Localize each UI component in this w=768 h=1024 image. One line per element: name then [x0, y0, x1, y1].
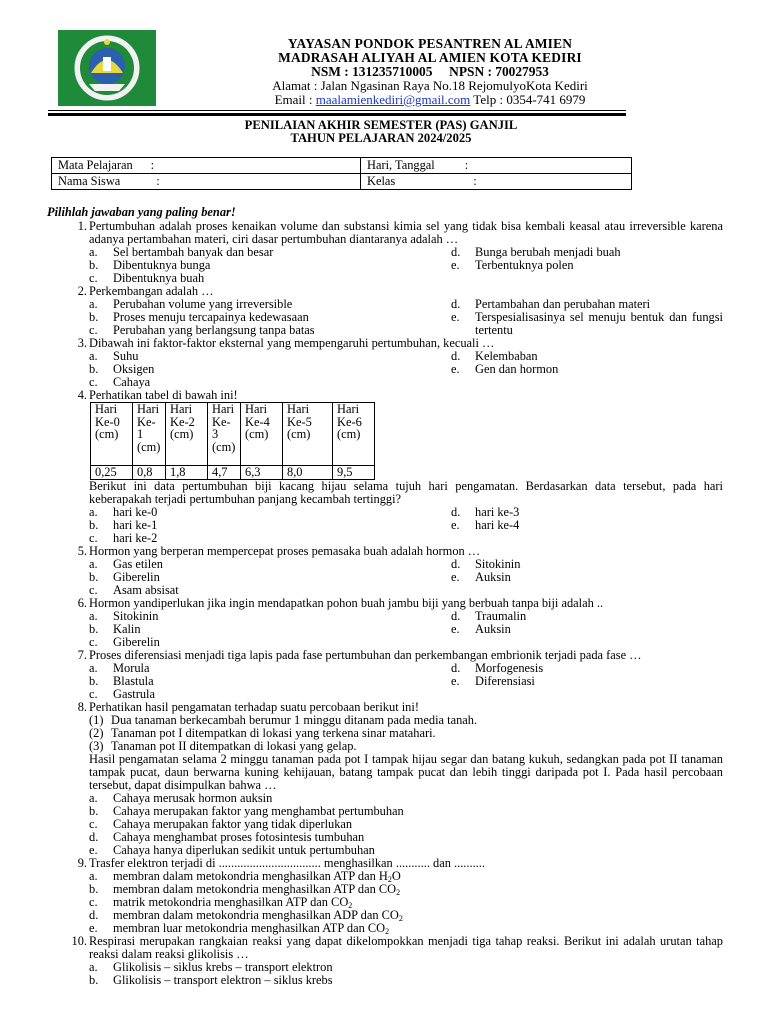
option-1e[interactable]: e. Terbentuknya polen — [451, 258, 574, 272]
class-field[interactable]: Kelas : — [361, 174, 632, 190]
option-5a[interactable]: a. Gas etilen — [89, 556, 163, 571]
question-4: 4. Perhatikan tabel di bawah ini! — [77, 388, 238, 402]
foundation-name: YAYASAN PONDOK PESANTREN AL AMIEN — [287, 36, 573, 51]
observation-2: (2) Tanaman pot I ditempatkan di lokasi yang terkena sinar matahari. — [89, 725, 436, 740]
subject-field[interactable]: Mata Pelajaran : — [52, 158, 361, 174]
option-2d[interactable]: d. Pertambahan dan perubahan materi — [451, 297, 651, 311]
option-5b[interactable]: b. Giberelin — [89, 569, 160, 584]
option-5e[interactable]: e. Auksin — [451, 569, 511, 584]
growth-value-0: 0,25 — [91, 466, 133, 480]
student-info-table — [51, 157, 632, 190]
option-2e[interactable]: e. Terspesialisasinya sel menuju bentuk dan fungsi tertentu — [451, 310, 723, 337]
questions — [47, 206, 723, 987]
option-4a[interactable]: a. hari ke-0 — [89, 504, 158, 519]
question-1: 1. Pertumbuhan adalah proses kenaikan volume dan substansi kimia sel yang tidak bisa kembali keasal atau irreversible karena adanya pertambahan materi, ciri dasar pertumbuhan diantaranya adalah … — [77, 219, 723, 246]
growth-table — [90, 402, 375, 480]
growth-header-1: Hari Ke-1 (cm) — [133, 403, 166, 466]
question-7: 7. Proses diferensiasi menjadi tiga lapis pada fase pertumbuhan dan perkembangan embrionik terjadi pada fase … — [77, 647, 642, 662]
option-10a[interactable]: a. Glikolisis – siklus krebs – transport elektron — [89, 959, 333, 974]
options-2 — [47, 298, 723, 337]
growth-header-6: Hari Ke-6 (cm) — [333, 403, 375, 466]
option-4d[interactable]: d. hari ke-3 — [451, 504, 520, 519]
option-8c[interactable]: c. Cahaya merupakan faktor yang tidak diperlukan — [89, 816, 353, 831]
option-1d[interactable]: d. Bunga berubah menjadi buah — [451, 245, 621, 259]
growth-header-4: Hari Ke-4 (cm) — [241, 403, 283, 466]
options-4 — [47, 506, 723, 545]
question-6: 6. Hormon yandiperlukan jika ingin mendapatkan pohon buah jambu biji yang berbuah tanpa biji adalah .. — [77, 595, 604, 610]
school-emblem-icon — [57, 29, 157, 107]
option-3a[interactable]: a. Suhu — [89, 349, 139, 363]
option-6d[interactable]: d. Traumalin — [451, 608, 527, 623]
option-4e[interactable]: e. hari ke-4 — [451, 517, 520, 532]
option-9c[interactable]: c. matrik metokondria menghasilkan ATP dan $CO_2$ — [89, 894, 353, 910]
option-9d[interactable]: d. membran dalam metokondria menghasilkan ADP dan $CO_2$ — [89, 907, 403, 923]
growth-value-1: 0,8 — [133, 466, 166, 480]
option-5c[interactable]: c. Asam absisat — [89, 582, 179, 597]
growth-header-0: Hari Ke-0 (cm) — [91, 403, 133, 466]
options-8 — [47, 792, 723, 857]
question-10: 10. Respirasi merupakan rangkaian reaksi yang dapat dikelompokkan menjadi tiga tahap reaksi. Berikut ini adalah urutan tahap reaksi dalam reaksi glikolisis … — [71, 933, 723, 961]
question-8-body: Hasil pengamatan selama 2 minggu tanaman pada pot I tampak hijau segar dan batang kukuh, sedangkan pada pot II tanaman tampak pucat, daun berwarna kuning kehijauan, batang tampak pucat dan lebih tinggi daripada pot I. Pada hasil percobaan tersebut, dapat disimpulkan bahwa … — [89, 751, 723, 792]
name-field[interactable]: Nama Siswa : — [52, 174, 361, 190]
option-7a[interactable]: a. Morula — [89, 660, 150, 675]
option-4b[interactable]: b. hari ke-1 — [89, 517, 158, 532]
option-7e[interactable]: e. Diferensiasi — [451, 673, 535, 688]
option-6c[interactable]: c. Giberelin — [89, 634, 160, 649]
options-3 — [47, 350, 723, 389]
option-3d[interactable]: d. Kelembaban — [451, 349, 538, 363]
observation-list — [47, 714, 723, 753]
header-rule-thick — [48, 113, 626, 116]
option-2a[interactable]: a. Perubahan volume yang irreversible — [89, 297, 293, 311]
options-5 — [47, 558, 723, 597]
observation-1: (1) Dua tanaman berkecambah berumur 1 minggu ditanam pada media tanah. — [89, 712, 478, 727]
question-9: 9. Trasfer elektron terjadi di ................................. menghasilkan ........... dan .......... — [77, 855, 485, 870]
option-5d[interactable]: d. Sitokinin — [451, 556, 521, 571]
option-8d[interactable]: d. Cahaya menghambat proses fotosintesis tumbuhan — [89, 829, 365, 844]
letterhead — [160, 37, 700, 107]
question-4-body: Berikut ini data pertumbuhan biji kacang hijau selama tujuh hari pengamatan. Berdasarkan data tersebut, pada hari keberapakah terjadi pertumbuhan panjang kecambah tertinggi? — [89, 478, 723, 506]
exam-title: PENILAIAN AKHIR SEMESTER (PAS) GANJIL TAHUN PELAJARAN 2024/2025 — [244, 118, 518, 145]
option-8b[interactable]: b. Cahaya merupakan faktor yang menghambat pertumbuhan — [89, 803, 404, 818]
school-address: Alamat : Jalan Ngasinan Raya No.18 RejomulyoKota Kediri — [272, 78, 588, 93]
option-8e[interactable]: e. Cahaya hanya diperlukan sedikit untuk pertumbuhan — [89, 842, 375, 857]
observation-3: (3) Tanaman pot II ditempatkan di lokasi yang gelap. — [89, 738, 357, 753]
option-9e[interactable]: e. membran luar metokondria menghasilkan ATP dan $CO_2$ — [89, 920, 390, 936]
school-contact: Email : maalamienkediri@gmail.com Telp : 0354-741 6979 — [274, 92, 586, 107]
option-7b[interactable]: b. Blastula — [89, 673, 154, 688]
options-6 — [47, 610, 723, 649]
school-name: MADRASAH ALIYAH AL AMIEN KOTA KEDIRI — [278, 50, 582, 65]
question-3: 3. Dibawah ini faktor-faktor eksternal yang mempengaruhi pertumbuhan, kecuali … — [77, 336, 495, 350]
option-3c[interactable]: c. Cahaya — [89, 375, 151, 389]
options-9 — [47, 870, 723, 935]
date-field[interactable]: Hari, Tanggal : — [361, 158, 632, 174]
growth-value-4: 6,3 — [241, 466, 283, 480]
option-9a[interactable]: a. membran dalam metokondria menghasilkan ATP dan $H_2O$ — [89, 868, 401, 884]
question-2: 2. Perkembangan adalah … — [77, 284, 214, 298]
growth-value-3: 4,7 — [208, 466, 241, 480]
question-8: 8. Perhatikan hasil pengamatan terhadap suatu percobaan berikut ini! — [77, 699, 419, 714]
option-2b[interactable]: b. Proses menuju tercapainya kedewasaan — [89, 310, 309, 324]
growth-value-5: 8,0 — [283, 466, 333, 480]
option-3e[interactable]: e. Gen dan hormon — [451, 362, 559, 376]
option-1a[interactable]: a. Sel bertambah banyak dan besar — [89, 245, 274, 259]
option-6a[interactable]: a. Sitokinin — [89, 608, 159, 623]
growth-header-5: Hari Ke-5 (cm) — [283, 403, 333, 466]
options-1 — [47, 246, 723, 285]
growth-value-2: 1,8 — [166, 466, 208, 480]
growth-header-2: Hari Ke-2 (cm) — [166, 403, 208, 466]
instruction: Pilihlah jawaban yang paling benar! — [47, 205, 236, 219]
header-rule-thin — [48, 110, 626, 111]
option-9b[interactable]: b. membran dalam metokondria menghasilkan ATP dan $CO_2$ — [89, 881, 401, 897]
option-8a[interactable]: a. Cahaya merusak hormon auksin — [89, 790, 273, 805]
options-7 — [47, 662, 723, 701]
growth-header-3: Hari Ke-3 (cm) — [208, 403, 241, 466]
option-2c[interactable]: c. Perubahan yang berlangsung tanpa batas — [89, 323, 315, 337]
option-1c[interactable]: c. Dibentuknya buah — [89, 271, 205, 285]
option-1b[interactable]: b. Dibentuknya bunga — [89, 258, 211, 272]
option-4c[interactable]: c. hari ke-2 — [89, 530, 158, 545]
option-3b[interactable]: b. Oksigen — [89, 362, 155, 376]
growth-value-6: 9,5 — [333, 466, 375, 480]
options-10 — [47, 961, 723, 987]
option-7d[interactable]: d. Morfogenesis — [451, 660, 544, 675]
question-5: 5. Hormon yang berperan mempercepat proses pemasaka buah adalah hormon … — [77, 543, 481, 558]
email-link[interactable]: maalamienkediri@gmail.com — [315, 92, 471, 107]
option-7c[interactable]: c. Gastrula — [89, 686, 155, 701]
option-6b[interactable]: b. Kalin — [89, 621, 141, 636]
option-10b[interactable]: b. Glikolisis – transport elektron – siklus krebs — [89, 972, 333, 987]
school-ids: NSM : 131235710005 NPSN : 70027953 — [311, 64, 549, 79]
option-6e[interactable]: e. Auksin — [451, 621, 511, 636]
